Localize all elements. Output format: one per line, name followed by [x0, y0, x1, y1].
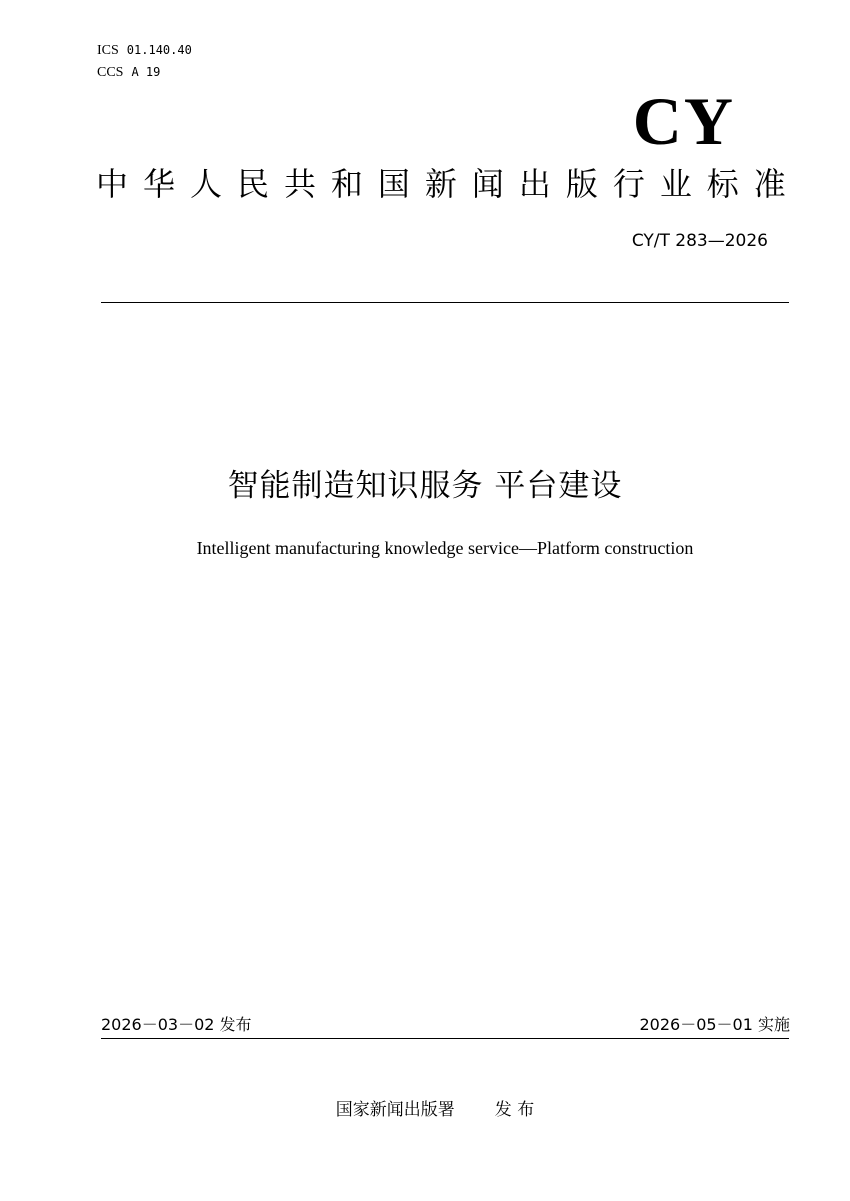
release-date: 2026－03－02 发布 — [101, 1015, 252, 1034]
standard-mark: CY — [632, 83, 735, 159]
standard-title-char: 和 — [330, 165, 363, 203]
standard-title-char: 准 — [753, 165, 786, 203]
standard-title-char: 共 — [283, 165, 316, 203]
footer-divider — [101, 1038, 789, 1039]
implement-date: 2026－05－01 实施 — [639, 1015, 790, 1034]
standard-title-char: 行 — [612, 165, 645, 203]
header-divider — [101, 302, 789, 303]
publisher-line — [0, 1099, 850, 1121]
standard-title-char: 华 — [142, 165, 175, 203]
ccs-value: A 19 — [131, 65, 161, 79]
document-title-en: Intelligent manufacturing knowledge service—Platform construction — [196, 538, 694, 558]
document-title-cn: 智能制造知识服务 平台建设 — [227, 468, 623, 504]
ccs-label: CCS — [97, 65, 124, 80]
standard-category-title — [96, 164, 786, 204]
standard-title-char: 新 — [424, 165, 457, 203]
ics-label: ICS — [97, 43, 119, 58]
standard-title-char: 出 — [518, 165, 551, 203]
standard-title-char: 民 — [236, 165, 269, 203]
ics-value: 01.140.40 — [126, 43, 192, 57]
publisher-name: 国家新闻出版署 — [335, 1100, 455, 1120]
standard-title-char: 中 — [96, 165, 129, 203]
standard-number: CY/T 283—2026 — [631, 231, 768, 251]
standard-title-char: 版 — [565, 165, 598, 203]
standard-title-char: 业 — [659, 165, 692, 203]
ccs-code — [97, 64, 160, 81]
standard-title-char: 国 — [377, 165, 410, 203]
standard-title-char: 人 — [189, 165, 222, 203]
publisher-action: 发 布 — [494, 1100, 535, 1120]
ics-code — [97, 42, 192, 59]
standard-title-char: 闻 — [471, 165, 504, 203]
standard-title-char: 标 — [706, 165, 739, 203]
